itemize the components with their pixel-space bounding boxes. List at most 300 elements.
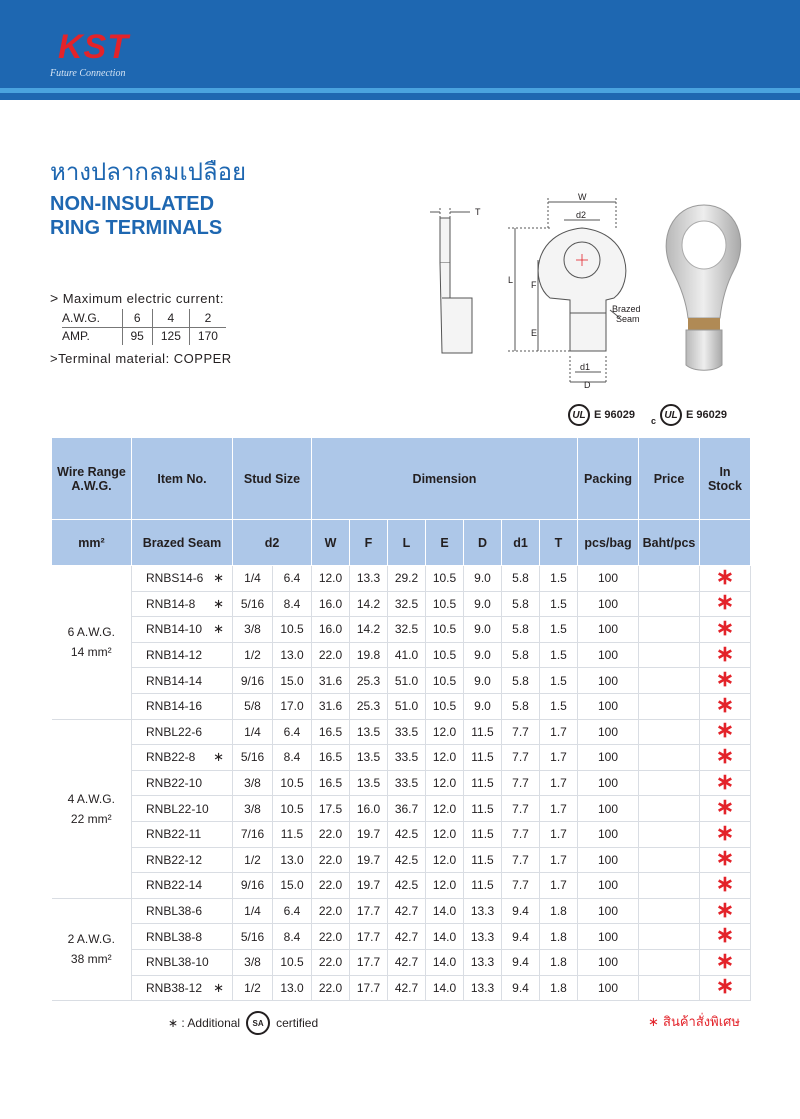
dim-w-cell: 22.0 [312, 898, 350, 924]
stock-star-icon: ∗ [715, 896, 735, 922]
dim-w-cell: 22.0 [312, 975, 350, 1001]
stud-inch-cell: 7/16 [233, 821, 273, 847]
dim-e-cell: 10.5 [426, 566, 464, 592]
table-subheader-row [52, 520, 751, 566]
stud-d2-cell: 6.4 [273, 566, 312, 592]
dim-d-cell: 11.5 [464, 873, 502, 899]
packing-cell: 100 [578, 949, 639, 975]
item-no-cell [132, 693, 233, 719]
dim-d1-cell: 9.4 [502, 975, 540, 1001]
dim-f-cell: 19.7 [350, 821, 388, 847]
dim-t-cell: 1.5 [540, 668, 578, 694]
price-cell [639, 847, 700, 873]
price-cell [639, 719, 700, 745]
item-no-cell [132, 566, 233, 592]
dim-e-cell: 12.0 [426, 745, 464, 771]
dim-t-cell: 1.7 [540, 796, 578, 822]
dim-e-cell: 10.5 [426, 693, 464, 719]
packing-cell: 100 [578, 668, 639, 694]
dim-t-cell: 1.8 [540, 898, 578, 924]
in-stock-cell [700, 975, 751, 1001]
packing-cell: 100 [578, 617, 639, 643]
title-line-2: RING TERMINALS [50, 217, 223, 239]
col-stud-size: Stud Size [233, 438, 312, 520]
page-title [50, 192, 222, 240]
stock-star-icon: ∗ [715, 589, 735, 615]
dim-t-cell: 1.5 [540, 617, 578, 643]
additional-star-icon: ∗ [213, 749, 224, 765]
dim-d-cell: 9.0 [464, 566, 502, 592]
col-d: D [464, 520, 502, 566]
dim-e-cell: 10.5 [426, 591, 464, 617]
dim-d1-cell: 5.8 [502, 668, 540, 694]
dim-f-cell: 14.2 [350, 617, 388, 643]
dim-label-d1: d1 [580, 362, 591, 372]
item-no: RNBL38-6 [146, 904, 203, 919]
logo-text: KST [58, 28, 129, 66]
price-cell [639, 821, 700, 847]
dim-label-d: D [584, 380, 591, 388]
mm2-size: 22 mm² [70, 811, 112, 826]
thai-title: หางปลากลมเปลือย [50, 158, 247, 186]
dim-label-t: T [475, 207, 481, 217]
material-label: Terminal material: COPPER [58, 351, 232, 366]
dim-w-cell: 22.0 [312, 924, 350, 950]
ul-file-number: E 96029 [594, 409, 635, 421]
price-cell [639, 591, 700, 617]
table-row [52, 591, 751, 617]
dim-d-cell: 11.5 [464, 770, 502, 796]
item-no-cell [132, 668, 233, 694]
table-row [52, 873, 751, 899]
stud-d2-cell: 15.0 [273, 873, 312, 899]
col-dimension: Dimension [312, 438, 578, 520]
col-stock-empty [700, 520, 751, 566]
awg-size: 2 A.W.G. [67, 932, 115, 947]
dim-l-cell: 42.5 [388, 873, 426, 899]
stud-inch-cell: 5/16 [233, 591, 273, 617]
item-no-cell [132, 617, 233, 643]
col-f: F [350, 520, 388, 566]
amp-value: 125 [152, 327, 189, 345]
price-cell [639, 898, 700, 924]
col-e: E [426, 520, 464, 566]
dim-f-cell: 17.7 [350, 898, 388, 924]
in-stock-cell [700, 770, 751, 796]
dim-f-cell: 13.3 [350, 566, 388, 592]
dim-t-cell: 1.7 [540, 770, 578, 796]
dim-label-l: L [508, 275, 514, 285]
dim-d1-cell: 7.7 [502, 821, 540, 847]
dim-w-cell: 17.5 [312, 796, 350, 822]
stud-d2-cell: 10.5 [273, 617, 312, 643]
dim-d1-cell: 9.4 [502, 949, 540, 975]
wire-range-cell [52, 719, 132, 898]
dim-d-cell: 13.3 [464, 975, 502, 1001]
dim-w-cell: 22.0 [312, 873, 350, 899]
mm2-size: 38 mm² [70, 952, 112, 967]
stud-inch-cell: 5/8 [233, 693, 273, 719]
item-no: RNBL38-8 [146, 929, 203, 944]
dim-t-cell: 1.7 [540, 745, 578, 771]
dim-d-cell: 11.5 [464, 745, 502, 771]
price-cell [639, 642, 700, 668]
mm2-size: 14 mm² [70, 645, 112, 660]
dim-w-cell: 16.5 [312, 770, 350, 796]
stud-inch-cell: 9/16 [233, 873, 273, 899]
material-line [50, 351, 232, 366]
stud-d2-cell: 11.5 [273, 821, 312, 847]
dim-d-cell: 9.0 [464, 668, 502, 694]
cul-icon: UL [660, 404, 682, 426]
stud-d2-cell: 13.0 [273, 642, 312, 668]
dim-w-cell: 16.0 [312, 617, 350, 643]
table-row [52, 847, 751, 873]
dim-t-cell: 1.7 [540, 873, 578, 899]
packing-cell: 100 [578, 770, 639, 796]
stock-star-icon: ∗ [715, 666, 735, 692]
dim-t-cell: 1.5 [540, 591, 578, 617]
dim-l-cell: 32.5 [388, 591, 426, 617]
dim-f-cell: 17.7 [350, 975, 388, 1001]
cert-marks [568, 404, 727, 426]
packing-cell: 100 [578, 898, 639, 924]
awg-value: 2 [189, 309, 226, 327]
table-row [52, 617, 751, 643]
item-no: RNB14-12 [146, 648, 203, 663]
dim-l-cell: 33.5 [388, 770, 426, 796]
dim-e-cell: 12.0 [426, 719, 464, 745]
in-stock-cell [700, 563, 751, 592]
col-d2: d2 [233, 520, 312, 566]
dim-e-cell: 12.0 [426, 821, 464, 847]
packing-cell: 100 [578, 847, 639, 873]
col-pcs-bag: pcs/bag [578, 520, 639, 566]
dim-f-cell: 13.5 [350, 719, 388, 745]
dim-f-cell: 13.5 [350, 745, 388, 771]
in-stock-cell [700, 949, 751, 975]
stud-inch-cell: 5/16 [233, 924, 273, 950]
table-row [52, 975, 751, 1001]
packing-cell: 100 [578, 566, 639, 592]
packing-cell: 100 [578, 975, 639, 1001]
item-no: RNB22-12 [146, 852, 203, 867]
item-no: RNB22-11 [146, 827, 202, 842]
dim-label-w: W [578, 192, 587, 202]
dim-l-cell: 42.5 [388, 847, 426, 873]
dim-d1-cell: 9.4 [502, 898, 540, 924]
dim-e-cell: 10.5 [426, 642, 464, 668]
stud-d2-cell: 6.4 [273, 719, 312, 745]
additional-star-icon: ∗ [213, 595, 224, 611]
c-mark: c [650, 416, 656, 426]
in-stock-cell [700, 821, 751, 847]
stock-star-icon: ∗ [715, 563, 735, 589]
col-l: L [388, 520, 426, 566]
amp-value: 170 [197, 329, 218, 344]
dim-t-cell: 1.8 [540, 949, 578, 975]
item-no-cell [132, 642, 233, 668]
header-bar [0, 0, 800, 88]
dim-t-cell: 1.7 [540, 847, 578, 873]
dim-d1-cell: 5.8 [502, 617, 540, 643]
price-cell [639, 668, 700, 694]
stud-inch-cell: 3/8 [233, 949, 273, 975]
dim-e-cell: 12.0 [426, 847, 464, 873]
dim-f-cell: 19.7 [350, 847, 388, 873]
brazed-label-1: Brazed [612, 304, 641, 314]
dim-e-cell: 14.0 [426, 898, 464, 924]
logo-tagline: Future Connection [50, 68, 126, 79]
item-no-cell [132, 898, 233, 924]
dim-l-cell: 42.5 [388, 821, 426, 847]
dim-l-cell: 29.2 [388, 566, 426, 592]
dim-d1-cell: 7.7 [502, 719, 540, 745]
stock-star-icon: ∗ [715, 973, 735, 999]
wire-range-cell [52, 898, 132, 1000]
item-no-cell [132, 847, 233, 873]
brazed-label-2: Seam [616, 314, 640, 324]
item-no: RNB14-8 [146, 596, 196, 611]
dim-l-cell: 41.0 [388, 642, 426, 668]
max-current-label: Maximum electric current: [62, 291, 224, 306]
item-no: RNBL38-10 [146, 955, 209, 970]
dim-d-cell: 13.3 [464, 898, 502, 924]
dim-l-cell: 51.0 [388, 693, 426, 719]
stud-d2-cell: 10.5 [273, 770, 312, 796]
stud-inch-cell: 3/8 [233, 617, 273, 643]
dim-d1-cell: 7.7 [502, 873, 540, 899]
in-stock-cell [700, 796, 751, 822]
dim-d1-cell: 5.8 [502, 693, 540, 719]
price-cell [639, 975, 700, 1001]
dim-e-cell: 14.0 [426, 949, 464, 975]
item-no: RNBL22-10 [146, 801, 209, 816]
table-row [52, 821, 751, 847]
stud-inch-cell: 1/4 [233, 898, 273, 924]
stud-d2-cell: 8.4 [273, 924, 312, 950]
dim-l-cell: 36.7 [388, 796, 426, 822]
price-cell [639, 924, 700, 950]
dim-w-cell: 31.6 [312, 693, 350, 719]
stud-inch-cell: 1/2 [233, 847, 273, 873]
cul-file-number: E 96029 [686, 409, 727, 421]
col-packing: Packing [578, 438, 639, 520]
dim-l-cell: 42.7 [388, 924, 426, 950]
current-table [62, 309, 226, 345]
dim-w-cell: 16.0 [312, 591, 350, 617]
dim-t-cell: 1.7 [540, 821, 578, 847]
col-wire-range: Wire Range A.W.G. [52, 438, 132, 520]
packing-cell: 100 [578, 719, 639, 745]
price-cell [639, 796, 700, 822]
certified-label: certified [276, 1016, 319, 1030]
in-stock-cell [700, 847, 751, 873]
in-stock-cell [700, 614, 751, 643]
dim-d-cell: 9.0 [464, 693, 502, 719]
dim-d-cell: 9.0 [464, 642, 502, 668]
dim-t-cell: 1.5 [540, 642, 578, 668]
item-no: RNBL22-6 [146, 724, 203, 739]
dim-d-cell: 9.0 [464, 617, 502, 643]
dim-e-cell: 14.0 [426, 975, 464, 1001]
item-no: RNB22-10 [146, 776, 203, 791]
dim-label-d2: d2 [576, 210, 587, 220]
table-row [52, 924, 751, 950]
stock-star-icon: ∗ [715, 768, 735, 794]
stud-inch-cell: 1/4 [233, 566, 273, 592]
in-stock-cell [700, 693, 751, 719]
col-d1: d1 [502, 520, 540, 566]
chevron-right-icon: > [50, 290, 59, 306]
dim-d-cell: 11.5 [464, 719, 502, 745]
awg-value: 6 [122, 309, 152, 327]
dim-d1-cell: 5.8 [502, 566, 540, 592]
in-stock-cell [700, 870, 751, 899]
price-cell [639, 566, 700, 592]
dim-w-cell: 16.5 [312, 745, 350, 771]
item-no-cell [132, 821, 233, 847]
dim-d1-cell: 7.7 [502, 796, 540, 822]
dim-d-cell: 13.3 [464, 949, 502, 975]
price-cell [639, 949, 700, 975]
dim-d-cell: 9.0 [464, 591, 502, 617]
stud-inch-cell: 5/16 [233, 745, 273, 771]
amp-value: 95 [122, 327, 152, 345]
amp-label: AMP. [62, 327, 122, 345]
col-baht-pcs: Baht/pcs [639, 520, 700, 566]
packing-cell: 100 [578, 873, 639, 899]
stud-d2-cell: 10.5 [273, 949, 312, 975]
stud-d2-cell: 13.0 [273, 847, 312, 873]
stud-d2-cell: 6.4 [273, 898, 312, 924]
dim-w-cell: 22.0 [312, 949, 350, 975]
dim-l-cell: 51.0 [388, 668, 426, 694]
additional-star-icon: ∗ [213, 979, 224, 995]
dim-label-e: E [531, 328, 538, 338]
stock-star-icon: ∗ [715, 819, 735, 845]
item-no-cell [132, 873, 233, 899]
stock-star-icon: ∗ [715, 947, 735, 973]
item-no-cell [132, 745, 233, 771]
dim-l-cell: 42.7 [388, 975, 426, 1001]
in-stock-cell [700, 898, 751, 924]
stock-star-icon: ∗ [715, 845, 735, 871]
stud-d2-cell: 8.4 [273, 745, 312, 771]
stock-star-icon: ∗ [715, 870, 735, 896]
in-stock-cell [700, 924, 751, 950]
dim-f-cell: 13.5 [350, 770, 388, 796]
in-stock-cell [700, 742, 751, 771]
price-cell [639, 617, 700, 643]
dim-d-cell: 11.5 [464, 796, 502, 822]
dim-f-cell: 25.3 [350, 668, 388, 694]
price-cell [639, 770, 700, 796]
stud-inch-cell: 1/2 [233, 642, 273, 668]
item-no-cell [132, 719, 233, 745]
awg-size: 4 A.W.G. [67, 791, 115, 806]
dim-t-cell: 1.8 [540, 924, 578, 950]
dim-d-cell: 13.3 [464, 924, 502, 950]
item-no: RNBS14-6 [146, 571, 204, 586]
awg-label: A.W.G. [62, 309, 122, 327]
dim-l-cell: 42.7 [388, 898, 426, 924]
col-in-stock: In Stock [700, 438, 751, 520]
dim-e-cell: 12.0 [426, 873, 464, 899]
terminal-photo [652, 200, 762, 380]
dim-w-cell: 12.0 [312, 566, 350, 592]
awg-value: 4 [152, 309, 189, 327]
stud-d2-cell: 15.0 [273, 668, 312, 694]
stud-inch-cell: 9/16 [233, 668, 273, 694]
table-row [52, 770, 751, 796]
awg-size: 6 A.W.G. [67, 625, 115, 640]
stud-d2-cell: 10.5 [273, 796, 312, 822]
packing-cell: 100 [578, 642, 639, 668]
dim-e-cell: 10.5 [426, 668, 464, 694]
col-mm2: mm² [52, 520, 132, 566]
table-row [52, 719, 751, 745]
dim-d1-cell: 5.8 [502, 642, 540, 668]
in-stock-cell [700, 668, 751, 694]
table-row [52, 745, 751, 771]
item-no: RNB22-14 [146, 878, 203, 893]
in-stock-cell [700, 591, 751, 617]
table-row [52, 949, 751, 975]
header-stripe-dark [0, 93, 800, 100]
table-row [52, 693, 751, 719]
item-no: RNB38-12 [146, 980, 203, 995]
item-no-cell [132, 770, 233, 796]
item-no-cell [132, 796, 233, 822]
dim-t-cell: 1.5 [540, 566, 578, 592]
in-stock-cell [700, 642, 751, 668]
item-no: RNB14-14 [146, 673, 203, 688]
dim-f-cell: 17.7 [350, 949, 388, 975]
stud-inch-cell: 3/8 [233, 770, 273, 796]
stud-inch-cell: 1/4 [233, 719, 273, 745]
product-table [51, 437, 751, 1001]
stock-star-icon: ∗ [715, 717, 735, 743]
table-header-row [52, 438, 751, 520]
packing-cell: 100 [578, 693, 639, 719]
table-row [52, 796, 751, 822]
dim-e-cell: 14.0 [426, 924, 464, 950]
price-cell [639, 693, 700, 719]
item-no: RNB14-10 [146, 622, 203, 637]
dim-d1-cell: 7.7 [502, 847, 540, 873]
stock-star-icon: ∗ [715, 742, 735, 768]
item-no-cell [132, 949, 233, 975]
stud-inch-cell: 3/8 [233, 796, 273, 822]
additional-star-icon: ∗ [213, 570, 224, 585]
stud-d2-cell: 8.4 [273, 591, 312, 617]
item-no: RNB14-16 [146, 699, 203, 714]
stud-d2-cell: 13.0 [273, 975, 312, 1001]
dim-e-cell: 12.0 [426, 796, 464, 822]
table-row [52, 566, 751, 592]
in-stock-cell [700, 719, 751, 745]
col-brazed-seam: Brazed Seam [132, 520, 233, 566]
stock-star-icon: ∗ [715, 691, 735, 717]
dim-d1-cell: 7.7 [502, 770, 540, 796]
dim-e-cell: 12.0 [426, 770, 464, 796]
dim-d1-cell: 9.4 [502, 924, 540, 950]
csa-icon: SA [246, 1011, 270, 1035]
dim-l-cell: 32.5 [388, 617, 426, 643]
item-no-cell [132, 924, 233, 950]
dim-w-cell: 31.6 [312, 668, 350, 694]
